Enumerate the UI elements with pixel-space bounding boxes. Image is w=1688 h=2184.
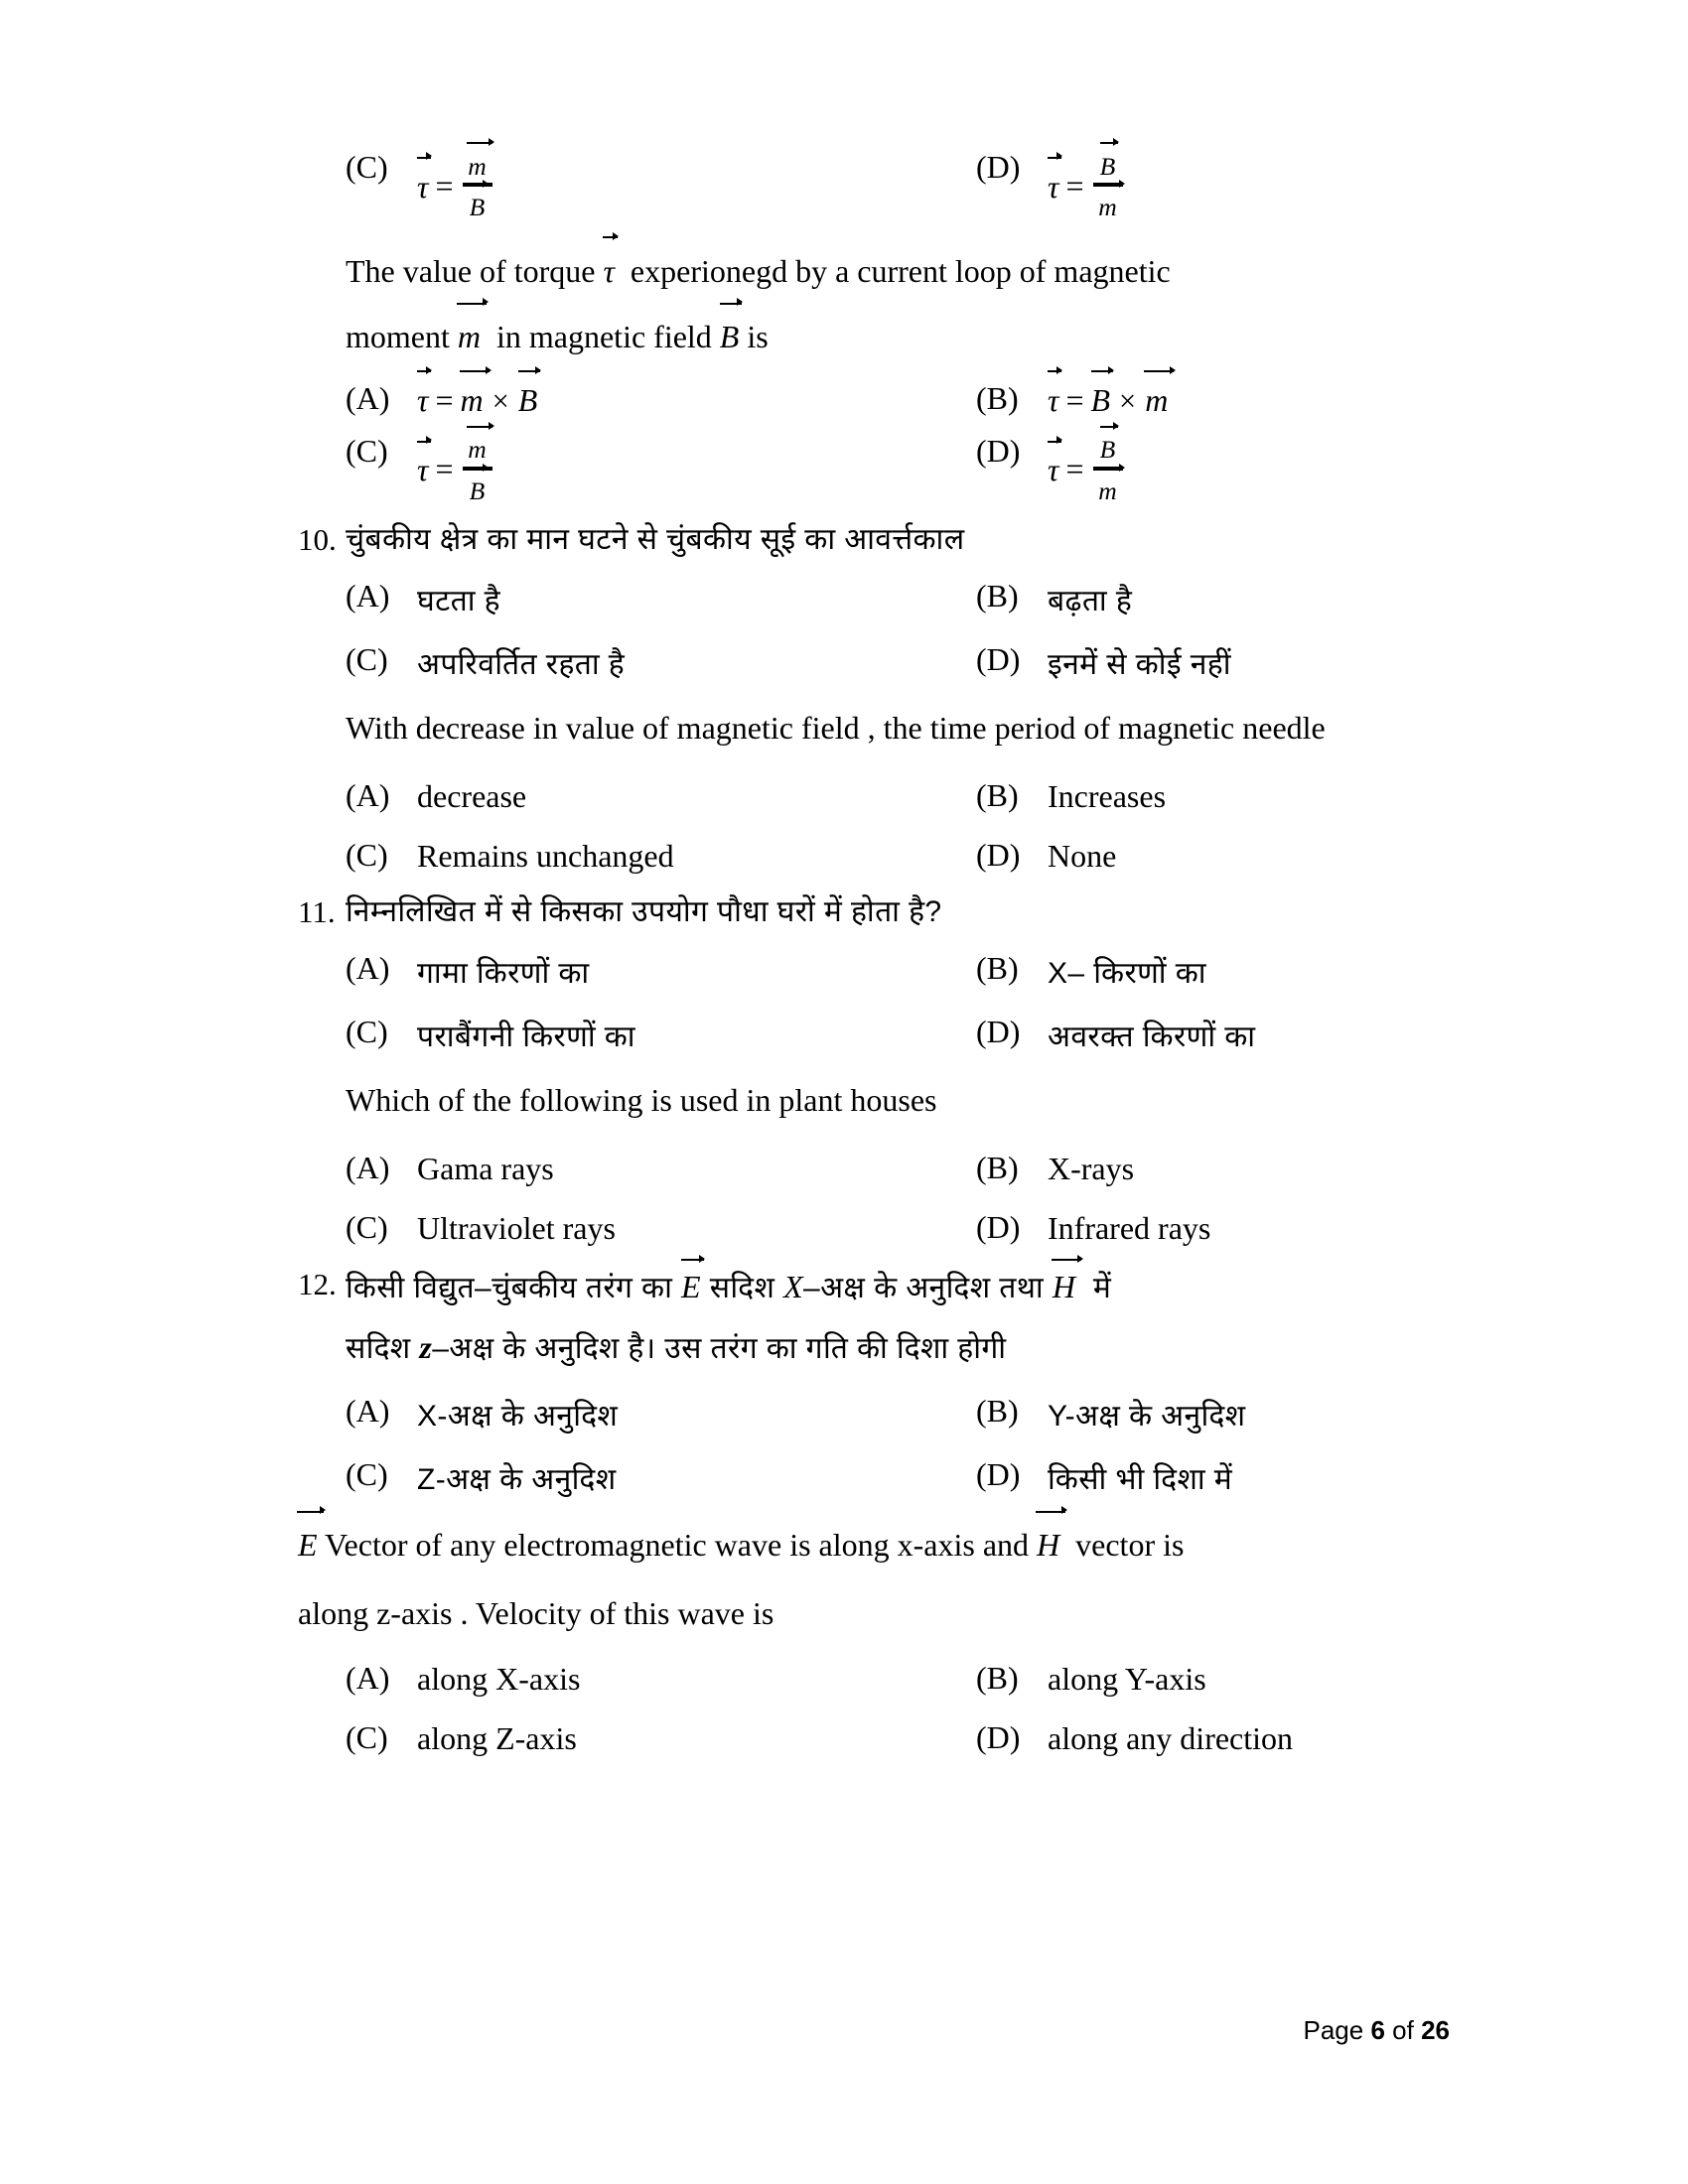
question-12-hindi-line2: [346, 1323, 1460, 1371]
q12-hindi-mid2: –अक्ष के अनुदिश तथा: [803, 1271, 1045, 1304]
option-row-q12-hindi-cd: [346, 1456, 1460, 1498]
question-12-number: 12.: [298, 1266, 337, 1301]
option-label-d: (D): [976, 1456, 1021, 1493]
option-b-q11-english[interactable]: [976, 1150, 1460, 1187]
option-label-b: (B): [976, 776, 1019, 813]
option-label-d: (D): [976, 149, 1021, 185]
option-label-b: (B): [976, 1393, 1019, 1430]
q12-eng-line1: Vector of any electromagnetic wave is along x-axis and: [324, 1527, 1030, 1564]
option-row-q12-english-cd: [346, 1719, 1460, 1757]
option-row-q10-english-cd: [346, 837, 1460, 875]
option-c-q10-english[interactable]: [346, 837, 976, 875]
option-label-d: (D): [976, 641, 1021, 678]
question-10-number: 10.: [298, 521, 337, 557]
footer-total-pages: 26: [1421, 2015, 1450, 2045]
option-row-q10-english-ab: [346, 777, 1460, 815]
option-label-c: (C): [346, 1014, 388, 1050]
question-12-english-line1: [298, 1520, 1460, 1568]
option-label-a: (A): [346, 379, 390, 416]
option-a-q10-text: घटता है: [417, 585, 500, 618]
option-b-q10-eng-text: Increases: [1048, 777, 1167, 814]
option-c-q11-hindi[interactable]: [346, 1014, 976, 1055]
option-b-q11-eng-text: X-rays: [1048, 1150, 1135, 1186]
q12-eng-e-symbol: E: [298, 1520, 318, 1568]
option-row-partial-cd: [346, 149, 1460, 222]
option-d-q9[interactable]: [976, 433, 1460, 506]
q12-e-symbol: E: [681, 1268, 701, 1304]
option-a-q9[interactable]: [346, 380, 976, 419]
footer-prefix: Page: [1303, 2015, 1364, 2045]
option-b-q12-text: Y-अक्ष के अनुदिश: [1048, 1400, 1246, 1433]
option-label-c: (C): [346, 1208, 388, 1245]
q9-eng-line1-cont: experionegd by a current loop of magnetic: [630, 253, 1171, 289]
q12-eng-h-symbol: H: [1037, 1520, 1059, 1568]
q12-hindi-l2-post: –अक्ष के अनुदिश है। उस तरंग का गति की दिशा होगी: [432, 1332, 1007, 1366]
option-c-q10-text: अपरिवर्तित रहता है: [417, 648, 626, 682]
option-label-c: (C): [346, 432, 388, 469]
option-c-q12-english[interactable]: [346, 1719, 976, 1757]
q12-hindi-end: में: [1092, 1271, 1112, 1304]
option-row-q11-hindi-cd: [346, 1014, 1460, 1055]
q12-h-symbol: H: [1052, 1268, 1076, 1304]
option-b-q10-english[interactable]: [976, 777, 1460, 815]
option-a-q12-english[interactable]: [346, 1660, 976, 1698]
q9-eng-line2-mid: in magnetic field: [495, 319, 712, 355]
question-9-english-stem: [346, 246, 1460, 294]
page-content: [298, 149, 1460, 1779]
q9-eng-line2-pre: moment: [346, 319, 450, 355]
question-11-english-text: Which of the following is used in plant houses: [346, 1082, 937, 1119]
option-c-q10-eng-text: Remains unchanged: [417, 837, 674, 874]
option-b-formula: τ = B × m: [1048, 381, 1169, 418]
option-row-q10-hindi-cd: [346, 641, 1460, 683]
option-a-formula: τ = m × B: [417, 381, 538, 418]
option-label-a: (A): [346, 1660, 390, 1697]
option-a-q12-eng-text: along X-axis: [417, 1661, 581, 1698]
option-c-q11-eng-text: Ultraviolet rays: [417, 1209, 616, 1246]
option-label-b: (B): [976, 950, 1019, 987]
option-b-q9[interactable]: [976, 380, 1460, 419]
q9-eng-line2-post: is: [747, 319, 769, 355]
q12-eng-line1-end: vector is: [1075, 1527, 1185, 1564]
question-12-english-line2: along z-axis . Velocity of this wave is: [298, 1594, 774, 1631]
option-a-q11-english[interactable]: [346, 1150, 976, 1187]
option-label-a: (A): [346, 578, 390, 614]
option-label-b: (B): [976, 578, 1019, 614]
option-a-q11-hindi[interactable]: [346, 950, 976, 992]
question-9-english-stem-line2: [346, 312, 1460, 359]
option-c-partial[interactable]: [346, 149, 976, 222]
question-12-hindi-line1: [346, 1269, 1460, 1304]
option-b-q11-text: X– किरणों का: [1048, 957, 1206, 991]
option-row-q12-hindi-ab: [346, 1393, 1460, 1434]
option-c-q12-hindi[interactable]: [346, 1456, 976, 1498]
option-a-q10-english[interactable]: [346, 777, 976, 815]
question-12: [298, 1266, 1460, 1304]
option-a-q12-hindi[interactable]: [346, 1393, 976, 1434]
option-b-q12-english[interactable]: [976, 1660, 1460, 1698]
option-c-q10-hindi[interactable]: [346, 641, 976, 683]
option-d-q10-hindi[interactable]: [976, 641, 1460, 683]
option-d-q12-eng-text: along any direction: [1048, 1720, 1294, 1757]
question-10: [298, 521, 1460, 557]
option-d-q12-text: किसी भी दिशा में: [1048, 1463, 1233, 1497]
q9-tau-symbol: τ: [603, 246, 614, 294]
option-d-q11-english[interactable]: [976, 1209, 1460, 1247]
option-c-q9[interactable]: [346, 433, 976, 506]
option-a-q11-eng-text: Gama rays: [417, 1150, 554, 1186]
option-c-formula: τ = $\frac{m}{B}$: [417, 433, 494, 506]
option-row-q11-english-cd: [346, 1209, 1460, 1247]
question-10-english-text: With decrease in value of magnetic field , the time period of magnetic needle: [346, 710, 1326, 747]
option-d-q10-english[interactable]: [976, 837, 1460, 875]
option-d-q10-text: इनमें से कोई नहीं: [1048, 648, 1231, 682]
option-label-a: (A): [346, 1393, 390, 1430]
option-label-b: (B): [976, 1149, 1019, 1185]
q12-hindi-pre: किसी विद्युत–चुंबकीय तरंग का: [346, 1271, 673, 1304]
option-b-q12-hindi[interactable]: [976, 1393, 1460, 1434]
option-b-q10-hindi[interactable]: [976, 578, 1460, 619]
option-label-d: (D): [976, 1014, 1021, 1050]
option-label-a: (A): [346, 776, 390, 813]
option-d-formula: τ = $\frac{B}{m}$: [1048, 433, 1125, 506]
option-d-q10-eng-text: None: [1048, 837, 1117, 874]
option-c-q12-eng-text: along Z-axis: [417, 1720, 577, 1757]
option-label-d: (D): [976, 1208, 1021, 1245]
option-d-q12-hindi[interactable]: [976, 1456, 1460, 1498]
option-label-b: (B): [976, 1660, 1019, 1697]
page-footer: [1303, 2015, 1450, 2046]
option-label-c: (C): [346, 1719, 388, 1756]
option-row-q12-english-ab: [346, 1660, 1460, 1698]
option-label-d: (D): [976, 1719, 1021, 1756]
option-c-q11-text: पराबैंगनी किरणों का: [417, 1021, 635, 1054]
option-c-formula: τ = $\frac{m}{B}$: [417, 149, 494, 222]
option-b-q12-eng-text: along Y-axis: [1048, 1661, 1206, 1698]
option-label-a: (A): [346, 950, 390, 987]
option-a-q12-text: X-अक्ष के अनुदिश: [417, 1400, 619, 1433]
option-a-q10-hindi[interactable]: [346, 578, 976, 619]
option-label-d: (D): [976, 432, 1021, 469]
q12-hindi-mid: सदिश: [709, 1271, 775, 1304]
option-row-q9-cd: [346, 433, 1460, 506]
option-b-q10-text: बढ़ता है: [1048, 585, 1133, 618]
option-d-q11-text: अवरक्त किरणों का: [1048, 1021, 1256, 1054]
option-label-b: (B): [976, 379, 1019, 416]
option-row-q11-hindi-ab: [346, 950, 1460, 992]
option-row-q9-ab: [346, 380, 1460, 419]
question-11-number: 11.: [298, 893, 336, 929]
option-d-q12-english[interactable]: [976, 1719, 1460, 1757]
option-d-partial[interactable]: [976, 149, 1460, 222]
q9-eng-line1-pre: The value of torque: [346, 253, 596, 289]
option-row-q10-hindi-ab: [346, 578, 1460, 619]
option-a-q11-text: गामा किरणों का: [417, 957, 590, 991]
q9-m-symbol: m: [458, 312, 481, 359]
option-d-q11-hindi[interactable]: [976, 1014, 1460, 1055]
question-11-hindi-text: निम्नलिखित में से किसका उपयोग पौधा घरों में होता है?: [346, 894, 942, 928]
question-10-hindi-text: चुंबकीय क्षेत्र का मान घटने से चुंबकीय सूई का आवर्त्तकाल: [346, 522, 965, 556]
option-d-formula: τ = $\frac{B}{m}$: [1048, 149, 1125, 222]
option-row-q11-english-ab: [346, 1150, 1460, 1187]
option-b-q11-hindi[interactable]: [976, 950, 1460, 992]
q12-z-symbol: z: [419, 1329, 433, 1366]
option-d-q11-eng-text: Infrared rays: [1048, 1209, 1211, 1246]
option-label-c: (C): [346, 1456, 388, 1493]
option-c-q12-text: Z-अक्ष के अनुदिश: [417, 1463, 617, 1497]
question-11: [298, 893, 1460, 929]
option-a-q10-eng-text: decrease: [417, 777, 527, 814]
option-label-c: (C): [346, 641, 388, 678]
option-c-q11-english[interactable]: [346, 1209, 976, 1247]
q12-hindi-l2-pre: सदिश: [346, 1332, 411, 1366]
option-label-c: (C): [346, 836, 388, 873]
option-label-a: (A): [346, 1149, 390, 1185]
footer-page-number: 6: [1370, 2015, 1385, 2045]
q12-x-symbol: X: [783, 1268, 804, 1304]
option-label-d: (D): [976, 836, 1021, 873]
footer-middle: of: [1392, 2015, 1414, 2045]
option-label-c: (C): [346, 149, 388, 185]
q9-b-symbol: B: [720, 312, 740, 359]
